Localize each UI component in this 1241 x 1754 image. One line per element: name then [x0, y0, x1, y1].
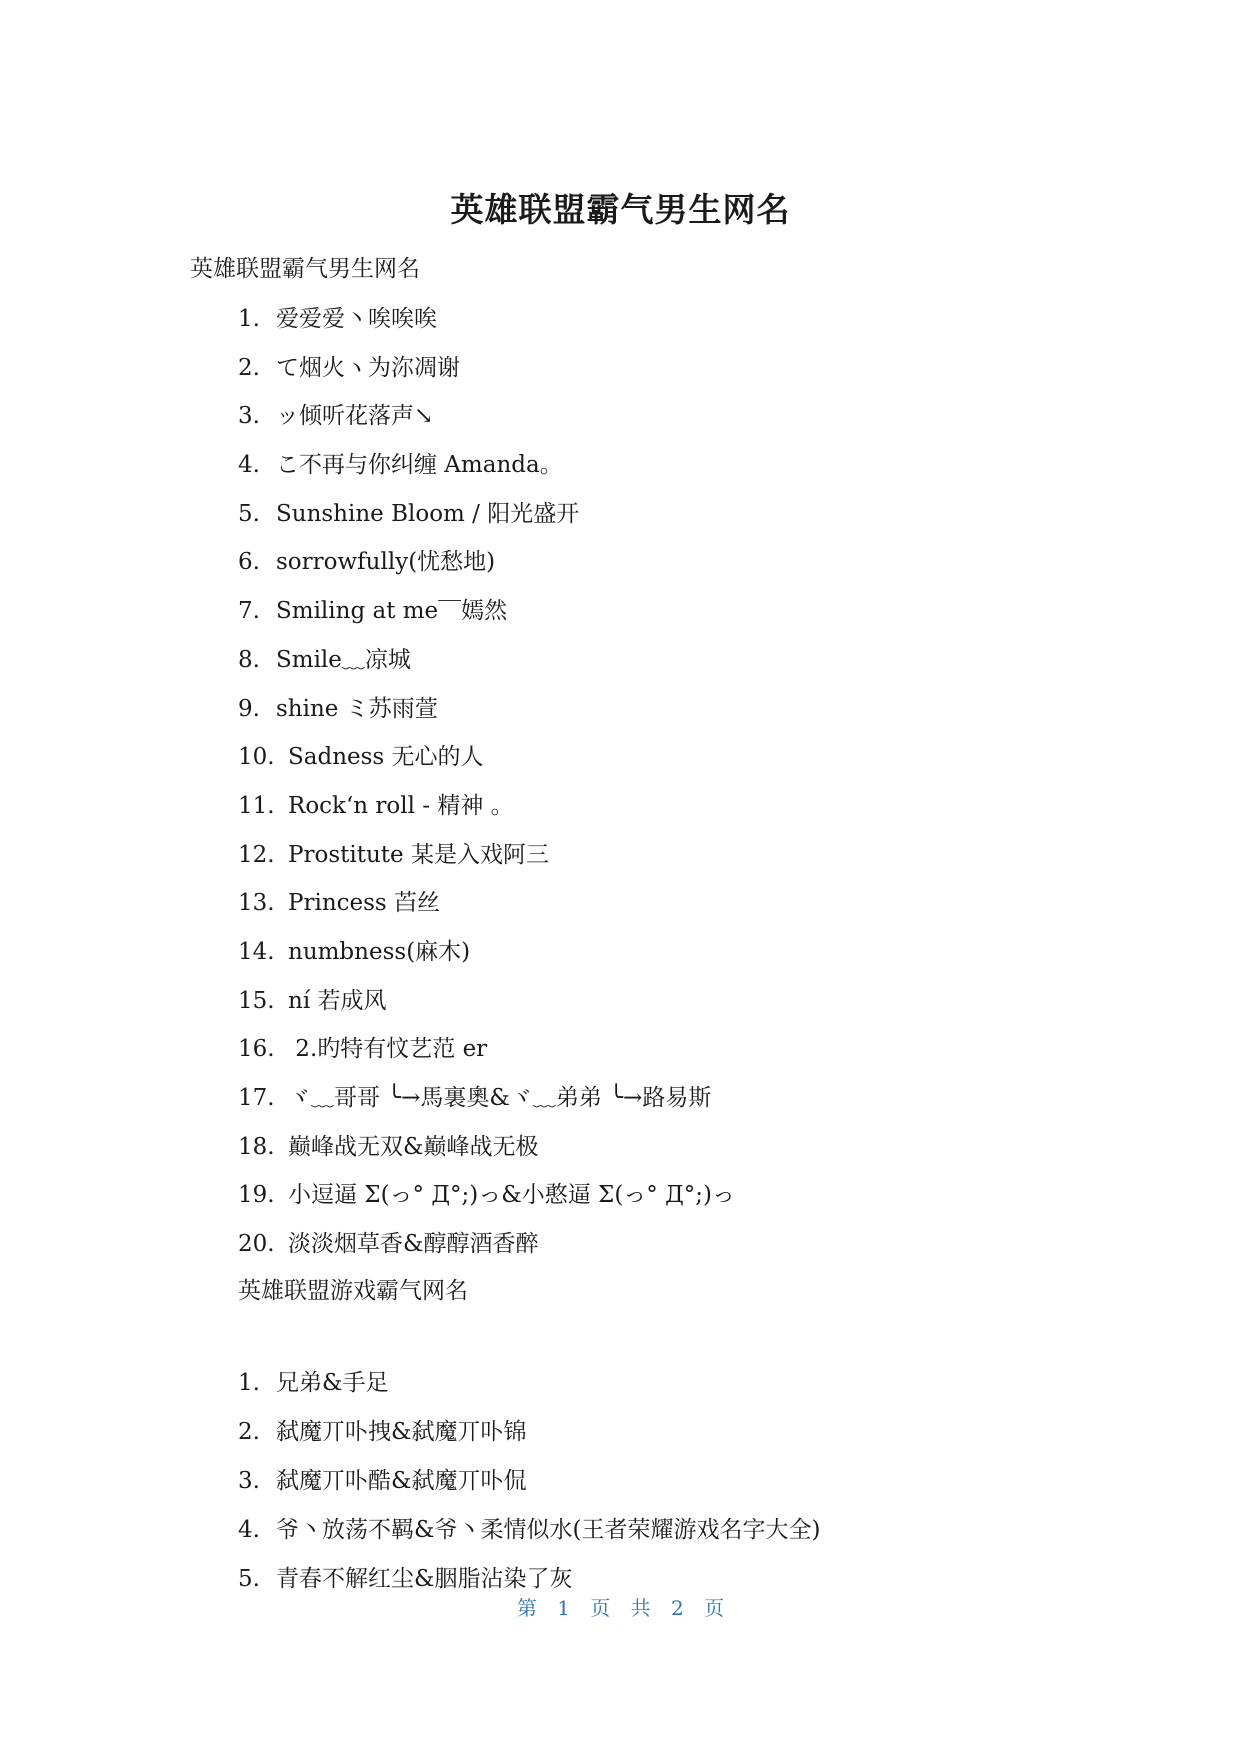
list-item-text: 青春不解红尘&胭脂沾染了灰	[276, 1566, 573, 1592]
list-item-number: 3.	[238, 1468, 260, 1494]
list-item	[238, 1131, 735, 1180]
list-item	[238, 1514, 820, 1563]
list-item-text: ní 若成风	[288, 987, 387, 1014]
list-item-text: 弑魔丌卟拽&弑魔丌卟锦	[276, 1419, 527, 1445]
list-item	[238, 1367, 820, 1416]
list-item-number: 1.	[238, 306, 260, 332]
list-item	[238, 449, 735, 498]
list-item	[238, 1465, 820, 1514]
intro-line: 英雄联盟霸气男生网名	[190, 256, 420, 282]
list-item-number: 8.	[238, 646, 260, 673]
list-item-text: こ不再与你纠缠 Amanda。	[276, 452, 563, 479]
list-item-number: 6.	[238, 549, 260, 576]
list-item	[238, 546, 735, 595]
list-item-number: 4.	[238, 1517, 260, 1543]
list-item-text: 爷丶放荡不羁&爷丶柔情似水(王者荣耀游戏名字大全)	[276, 1517, 821, 1543]
list-item	[238, 839, 735, 888]
list-item-text: 2.旳特有忟艺范 er	[288, 1036, 488, 1063]
list-item-number: 20.	[238, 1231, 275, 1258]
list-item	[238, 644, 735, 693]
list-item-number: 2.	[238, 354, 260, 381]
list-item-number: 1.	[238, 1370, 260, 1396]
list-item	[238, 595, 735, 644]
list-item-text: Princess 苩丝	[288, 890, 441, 917]
list-item-number: 18.	[238, 1133, 275, 1160]
list-item-text: ッ倾听花落声↘	[276, 403, 434, 430]
list-item	[238, 1416, 820, 1465]
list-item-number: 16.	[238, 1036, 275, 1063]
list-item-text: 兄弟&手足	[276, 1370, 389, 1396]
list-item-number: 12.	[238, 841, 275, 868]
list-item	[238, 936, 735, 985]
list-item-text: Sunshine Bloom / 阳光盛开	[276, 500, 580, 527]
list-item-number: 13.	[238, 890, 275, 917]
list-item	[238, 741, 735, 790]
nickname-list-1	[238, 303, 735, 1277]
list-item	[238, 1033, 735, 1082]
list-item-text: 爱爱爱丶唉唉唉	[276, 306, 437, 332]
list-item	[238, 693, 735, 742]
list-item	[238, 985, 735, 1034]
list-item-number: 3.	[238, 403, 260, 430]
list-item-number: 11.	[238, 792, 275, 819]
list-item-text: 巅峰战无双&巅峰战无极	[288, 1133, 539, 1160]
list-item-text: shine ミ苏雨萱	[276, 695, 438, 722]
section-subheading: 英雄联盟游戏霸气网名	[238, 1278, 468, 1304]
page-footer: 第 1 页 共 2 页	[516, 1596, 725, 1620]
list-item-text: Smile﹏凉城	[276, 646, 411, 673]
list-item-number: 10.	[238, 744, 275, 771]
list-item-number: 5.	[238, 1566, 260, 1592]
list-item-number: 14.	[238, 938, 275, 965]
list-item	[238, 400, 735, 449]
list-item-number: 5.	[238, 500, 260, 527]
list-item-text: sorrowfully(忧愁地)	[276, 549, 496, 576]
list-item	[238, 303, 735, 352]
list-item	[238, 1179, 735, 1228]
list-item-number: 15.	[238, 987, 275, 1014]
list-item-number: 7.	[238, 598, 260, 625]
document-title: 英雄联盟霸气男生网名	[450, 190, 791, 229]
list-item-number: 19.	[238, 1182, 275, 1209]
list-item-text: ヾ﹏哥哥 ╰→馬裏奧&ヾ﹏弟弟 ╰→路易斯	[288, 1085, 712, 1111]
list-item-text: て烟火ヽ为沵凋谢	[276, 354, 460, 381]
list-item	[238, 790, 735, 839]
list-item-text: Rock‘n roll - 精神 。	[288, 792, 514, 819]
list-item-text: 小逗逼 Σ(っ° Д°;)っ&小憨逼 Σ(っ° Д°;)っ	[288, 1182, 736, 1209]
list-item-text: Prostitute 某是入戏阿三	[288, 841, 549, 868]
list-item-number: 9.	[238, 695, 260, 722]
list-item-text: numbness(麻木)	[288, 938, 471, 965]
list-item	[238, 1228, 735, 1277]
list-item-text: 淡淡烟草香&醇醇酒香醉	[288, 1231, 539, 1258]
list-item-text: 弑魔丌卟酷&弑魔丌卟侃	[276, 1468, 527, 1494]
list-item-text: Smiling at me‾‾嫣然	[276, 598, 508, 625]
list-item	[238, 498, 735, 547]
list-item-number: 4.	[238, 452, 260, 479]
list-item-number: 17.	[238, 1085, 275, 1111]
list-item	[238, 1082, 735, 1131]
list-item	[238, 887, 735, 936]
list-item-number: 2.	[238, 1419, 260, 1445]
list-item-text: Sadness 无心的人	[288, 744, 484, 771]
nickname-list-2	[238, 1367, 820, 1612]
list-item	[238, 352, 735, 401]
